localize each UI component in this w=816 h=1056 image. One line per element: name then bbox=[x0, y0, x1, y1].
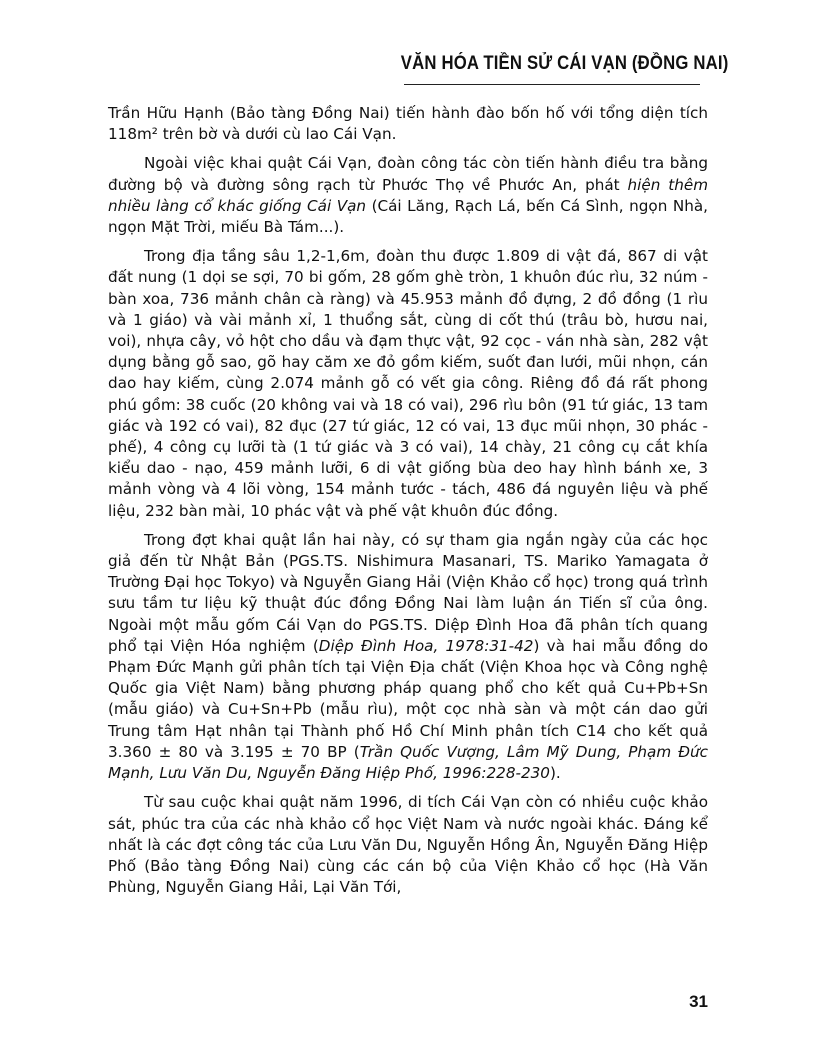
paragraph-2-text-a: Ngoài việc khai quật Cái Vạn, đoàn công tác còn tiến hành điều tra bằng đường bộ và đường sông rạch từ Phước Thọ về Phước An, phát bbox=[108, 154, 708, 194]
paragraph-3: Trong địa tầng sâu 1,2-1,6m, đoàn thu được 1.809 di vật đá, 867 di vật đất nung (1 dọi se sợi, 70 bi gốm, 28 gốm ghè tròn, 1 khuôn đúc rìu, 32 núm - bàn xoa, 736 mảnh chân cà ràng) và 45.953 mảnh đồ đựng, 2 đồ đồng (1 rìu và 1 giáo) và vài mảnh xỉ, 1 thuổng sắt, cùng di cốt thú (trâu bò, hươu nai, voi), nhựa cây, vỏ hột cho dầu và đạm thực vật, 92 cọc - ván nhà sàn, 282 vật dụng bằng gỗ sao, gõ hay căm xe đỏ gồm kiếm, suốt đan lưới, mũi nhọn, cán dao hay kiếm, cùng 2.074 mảnh gỗ có vết gia công. Riêng đồ đá rất phong phú gồm: 38 cuốc (20 không vai và 18 có vai), 296 rìu bôn (91 tứ giác, 13 tam giác và 192 có vai), 82 đục (27 tứ giác, 12 có vai, 13 đục mũi nhọn, 30 phác - phế), 4 công cụ lưỡi tà (1 tứ giác và 3 có vai), 14 chày, 21 công cụ cắt khía kiểu dao - nạo, 459 mảnh lưỡi, 6 di vật giống bùa deo hay hình bánh xe, 3 mảnh vòng và 4 lõi vòng, 154 mảnh tước - tách, 486 đá nguyên liệu và phế liệu, 232 bàn mài, 10 phác vật và phế vật khuôn đúc đồng. bbox=[108, 247, 708, 520]
header-rule bbox=[404, 84, 700, 85]
running-header: VĂN HÓA TIỀN SỬ CÁI VẠN (ĐỒNG NAI) bbox=[400, 53, 729, 74]
citation-diep-dinh-hoa: Diệp Đình Hoa, 1978:31-42 bbox=[318, 636, 534, 655]
paragraph-4-text-b: ) và hai mẫu đồng do Phạm Đức Mạnh gửi phân tích tại Viện Địa chất (Viện Khoa học và Công nghệ Quốc gia Việt Nam) bằng phương pháp quang phổ cho kết quả Cu+Pb+Sn (mẫu giáo) và Cu+Sn+Pb (mẫu rìu), một cọc nhà sàn và một cán dao gửi Trung tâm Hạt nhân tại Thành phố Hồ Chí Minh phân tích C14 cho kết quả 3.360 ± 80 và 3.195 ± 70 BP ( bbox=[108, 636, 708, 761]
paragraph-4-text-c: ). bbox=[549, 764, 561, 783]
body-text bbox=[108, 103, 708, 906]
paragraph-5: Từ sau cuộc khai quật năm 1996, di tích Cái Vạn còn có nhiều cuộc khảo sát, phúc tra của các nhà khảo cổ học Việt Nam và nước ngoài khác. Đáng kể nhất là các đợt công tác của Lưu Văn Du, Nguyễn Hồng Ân, Nguyễn Đăng Hiệp Phố (Bảo tàng Đồng Nai) cùng các cán bộ của Viện Khảo cổ học (Hà Văn Phùng, Nguyễn Giang Hải, Lại Văn Tới, bbox=[108, 793, 708, 897]
citation-tran-quoc-vuong: Trần Quốc Vượng, Lâm Mỹ Dung, Phạm Đức Mạnh, Lưu Văn Du, Nguyễn Đăng Hiệp Phố, 1996:228-230 bbox=[108, 742, 709, 783]
paragraph-1: Trần Hữu Hạnh (Bảo tàng Đồng Nai) tiến hành đào bốn hố với tổng diện tích 118m² trên bờ và dưới cù lao Cái Vạn. bbox=[108, 104, 708, 144]
paragraph-2-text-b: (Cái Lăng, Rạch Lá, bến Cá Sình, ngọn Nhà, ngọn Mặt Trời, miếu Bà Tám...). bbox=[108, 196, 708, 237]
paragraph-2-emphasis: hiện thêm nhiều làng cổ khác giống Cái Vạn bbox=[108, 175, 708, 215]
paragraph-4 bbox=[108, 530, 708, 784]
page-number: 31 bbox=[689, 992, 708, 1011]
paragraph-4-text-a: Trong đợt khai quật lần hai này, có sự tham gia ngắn ngày của các học giả đến từ Nhật Bản (PGS.TS. Nishimura Masanari, TS. Mariko Yamagata ở Trường Đại học Tokyo) và Nguyễn Giang Hải (Viện Khảo cổ học) trong quá trình sưu tầm tư liệu kỹ thuật đúc đồng Đồng Nai làm luận án Tiến sĩ của ông. Ngoài một mẫu gốm Cái Vạn do PGS.TS. Diệp Đình Hoa đã phân tích quang phổ tại Viện Hóa nghiệm ( bbox=[108, 530, 708, 655]
paragraph-2 bbox=[108, 153, 708, 238]
